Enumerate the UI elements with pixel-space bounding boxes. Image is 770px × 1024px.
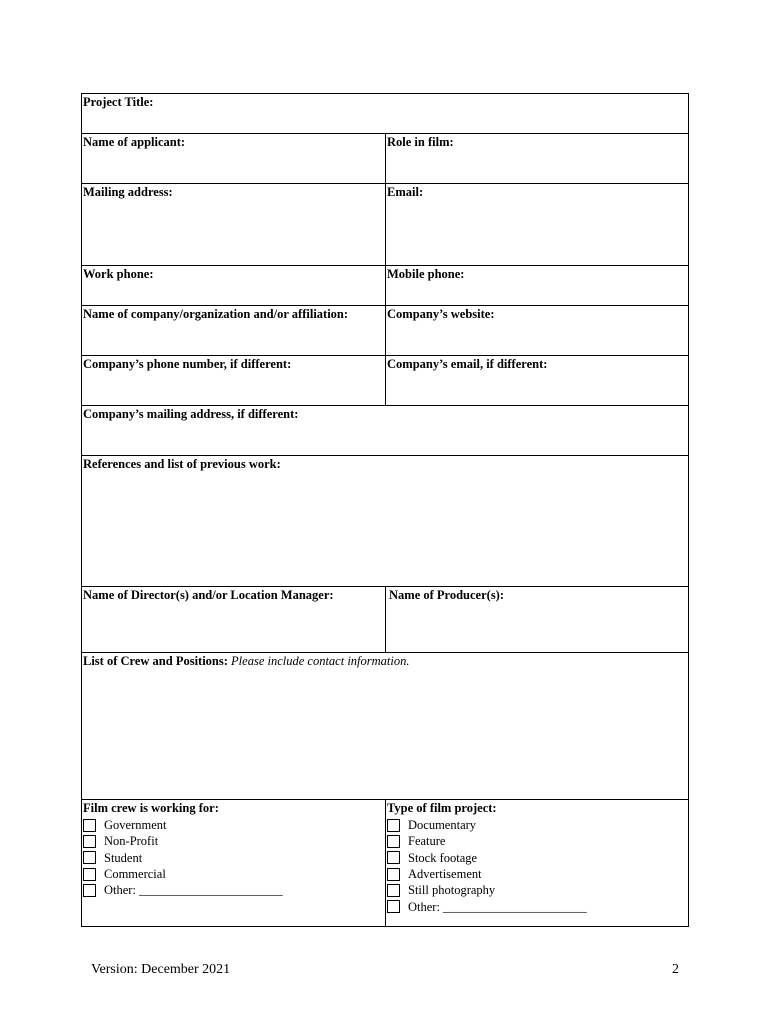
director-label: Name of Director(s) and/or Location Manager:	[83, 588, 334, 602]
project-title-field[interactable]	[82, 94, 689, 134]
page-number: 2	[672, 962, 679, 977]
option-feature	[387, 833, 687, 849]
project-type-options	[387, 817, 687, 915]
application-form-table	[81, 93, 689, 927]
project-type-label: Type of film project:	[387, 801, 497, 815]
option-label: Non-Profit	[104, 834, 159, 849]
option-advertisement	[387, 866, 687, 882]
producer-field[interactable]	[386, 587, 689, 653]
crew-working-for-section	[82, 800, 386, 927]
references-field[interactable]	[82, 456, 689, 587]
company-phone-label: Company’s phone number, if different:	[83, 357, 292, 371]
checkbox[interactable]	[83, 835, 96, 848]
director-field[interactable]	[82, 587, 386, 653]
producer-label: Name of Producer(s):	[389, 588, 505, 602]
applicant-name-field[interactable]	[82, 134, 386, 184]
option-label: Feature	[408, 834, 446, 849]
company-email-label: Company’s email, if different:	[387, 357, 548, 371]
company-website-label: Company’s website:	[387, 307, 495, 321]
option-student	[83, 850, 384, 866]
role-in-film-label: Role in film:	[387, 135, 454, 149]
crew-list-label: List of Crew and Positions:	[83, 654, 228, 668]
option-still-photography	[387, 882, 687, 898]
option-other	[83, 882, 384, 898]
email-field[interactable]	[386, 184, 689, 266]
option-government	[83, 817, 384, 833]
option-label: Stock footage	[408, 850, 478, 865]
company-email-field[interactable]	[386, 356, 689, 406]
option-label: Student	[104, 850, 143, 865]
company-phone-field[interactable]	[82, 356, 386, 406]
option-label: Documentary	[408, 818, 477, 833]
checkbox[interactable]	[83, 851, 96, 864]
option-label: Advertisement	[408, 867, 482, 882]
crew-list-hint: Please include contact information.	[231, 654, 410, 668]
option-stock-footage	[387, 850, 687, 866]
email-label: Email:	[387, 185, 424, 199]
option-documentary	[387, 817, 687, 833]
crew-list-field[interactable]	[82, 653, 689, 800]
checkbox[interactable]	[387, 900, 400, 913]
checkbox[interactable]	[83, 884, 96, 897]
work-phone-field[interactable]	[82, 266, 386, 306]
company-mailing-address-label: Company’s mailing address, if different:	[83, 407, 299, 421]
option-label: Other: _______________________	[104, 883, 283, 898]
footer-version: Version: December 2021	[91, 962, 231, 977]
work-phone-label: Work phone:	[83, 267, 154, 281]
checkbox[interactable]	[387, 851, 400, 864]
checkbox[interactable]	[387, 868, 400, 881]
option-label: Still photography	[408, 883, 496, 898]
role-in-film-field[interactable]	[386, 134, 689, 184]
crew-working-for-label: Film crew is working for:	[83, 801, 219, 815]
option-label: Other: _______________________	[408, 899, 587, 914]
project-type-section	[386, 800, 689, 927]
mobile-phone-field[interactable]	[386, 266, 689, 306]
mailing-address-field[interactable]	[82, 184, 386, 266]
checkbox[interactable]	[387, 835, 400, 848]
company-mailing-address-field[interactable]	[82, 406, 689, 456]
company-name-label: Name of company/organization and/or affiliation:	[83, 307, 349, 321]
option-other	[387, 898, 687, 914]
checkbox[interactable]	[83, 819, 96, 832]
checkbox[interactable]	[83, 868, 96, 881]
company-name-field[interactable]	[82, 306, 386, 356]
option-non-profit	[83, 833, 384, 849]
checkbox[interactable]	[387, 819, 400, 832]
project-title-label: Project Title:	[83, 95, 154, 109]
references-label: References and list of previous work:	[83, 457, 281, 471]
option-commercial	[83, 866, 384, 882]
crew-working-for-options	[83, 817, 384, 898]
company-website-field[interactable]	[386, 306, 689, 356]
option-label: Commercial	[104, 867, 166, 882]
checkbox[interactable]	[387, 884, 400, 897]
option-label: Government	[104, 818, 167, 833]
mobile-phone-label: Mobile phone:	[387, 267, 465, 281]
mailing-address-label: Mailing address:	[83, 185, 173, 199]
applicant-name-label: Name of applicant:	[83, 135, 186, 149]
